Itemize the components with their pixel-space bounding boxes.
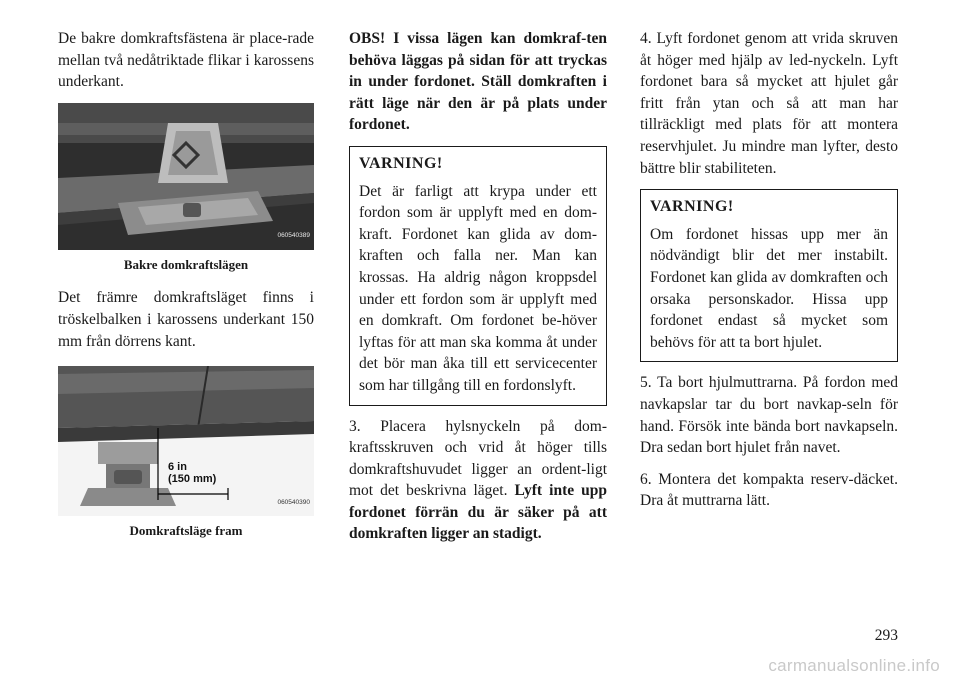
rear-jack-figure — [58, 103, 314, 250]
front-jack-caption: Domkraftsläge fram — [129, 523, 243, 539]
warning-title: VARNING! — [359, 154, 443, 172]
front-jack-point-text: Det främre domkraftsläget finns i tröskelbalken i karossens underkant 150 mm från dörrens kant. — [58, 289, 314, 350]
note-paragraph: OBS! I vissa lägen kan domkraf-ten behöva läggas på sidan för att tryckas in under fordonet. Ställ domkraften i rätt läge när den är på plats under fordonet. — [349, 30, 607, 134]
step-3-emphasis: Lyft inte upp fordonet förrän du är säker på att domkraften ligger an stadigt. — [349, 482, 608, 543]
rear-jack-caption: Bakre domkraftslägen — [123, 256, 249, 272]
rear-jack-illustration — [58, 103, 314, 250]
page-number: 293 — [874, 627, 898, 644]
warning-title: VARNING! — [650, 198, 734, 216]
watermark: carmanualsonline.info — [768, 656, 940, 675]
column-left — [58, 28, 314, 554]
dimension-inches: 6 in — [168, 461, 187, 474]
warning-box-1 — [349, 146, 607, 406]
figure-code: 060540390 — [277, 498, 310, 506]
front-jack-illustration — [58, 366, 314, 516]
step-4: 4. Lyft fordonet genom att vrida skruven åt höger med hjälp av led-nyckeln. Lyft fordonet bara så mycket att hjulet går fritt från ytan och så att man har tillräckligt med plats för att montera reservhjulet. Ju mindre man lyfter, desto bättre blir stabiliteten. — [640, 30, 898, 177]
dimension-mm: (150 mm) — [168, 473, 217, 486]
step-5: 5. Ta bort hjulmuttrarna. På fordon med navkapslar tar du bort navkap-seln för hand. Försök inte bända bort navkapseln. Dra sedan bort hjulet från navet. — [640, 374, 898, 457]
warning-text: Om fordonet hissas upp mer än nödvändigt blir det mer instabilt. Fordonet kan glida av domkraften och orsaka personskador. Hissa upp fordonet endast så mycket som behövs för att ta bort hjulet. — [650, 225, 888, 351]
column-right — [640, 28, 898, 522]
front-jack-figure — [58, 366, 314, 516]
figure-code: 060540389 — [277, 232, 310, 240]
column-middle — [349, 28, 607, 555]
dimension-label — [168, 461, 216, 485]
step-3-text: 3. Placera hylsnyckeln på dom-kraftsskruven och vrid åt höger tills domkraftshuvudet ligger an ordent-ligt mot det beskrivna läget. — [349, 417, 607, 500]
rear-jack-points-text: De bakre domkraftsfästena är place-rade mellan två nedåtriktade flikar i karossens underkant. — [58, 30, 314, 91]
step-6: 6. Montera det kompakta reserv-däcket. Dra åt muttrarna lätt. — [640, 470, 898, 510]
warning-box-2 — [640, 189, 898, 362]
step-3 — [349, 416, 607, 546]
warning-text: Det är farligt att krypa under ett fordon som är upplyft med en dom-kraft. Fordonet kan glida av dom-kraften och falla ner. Man kan krossas. Ha aldrig någon kroppsdel under ett fordon som är upplyft med en domkraft. Om fordonet be-höver lyftas för att man ska komma åt under det bör man åka till ett servicecenter som har tillgång till en fordonslyft. — [359, 182, 597, 394]
